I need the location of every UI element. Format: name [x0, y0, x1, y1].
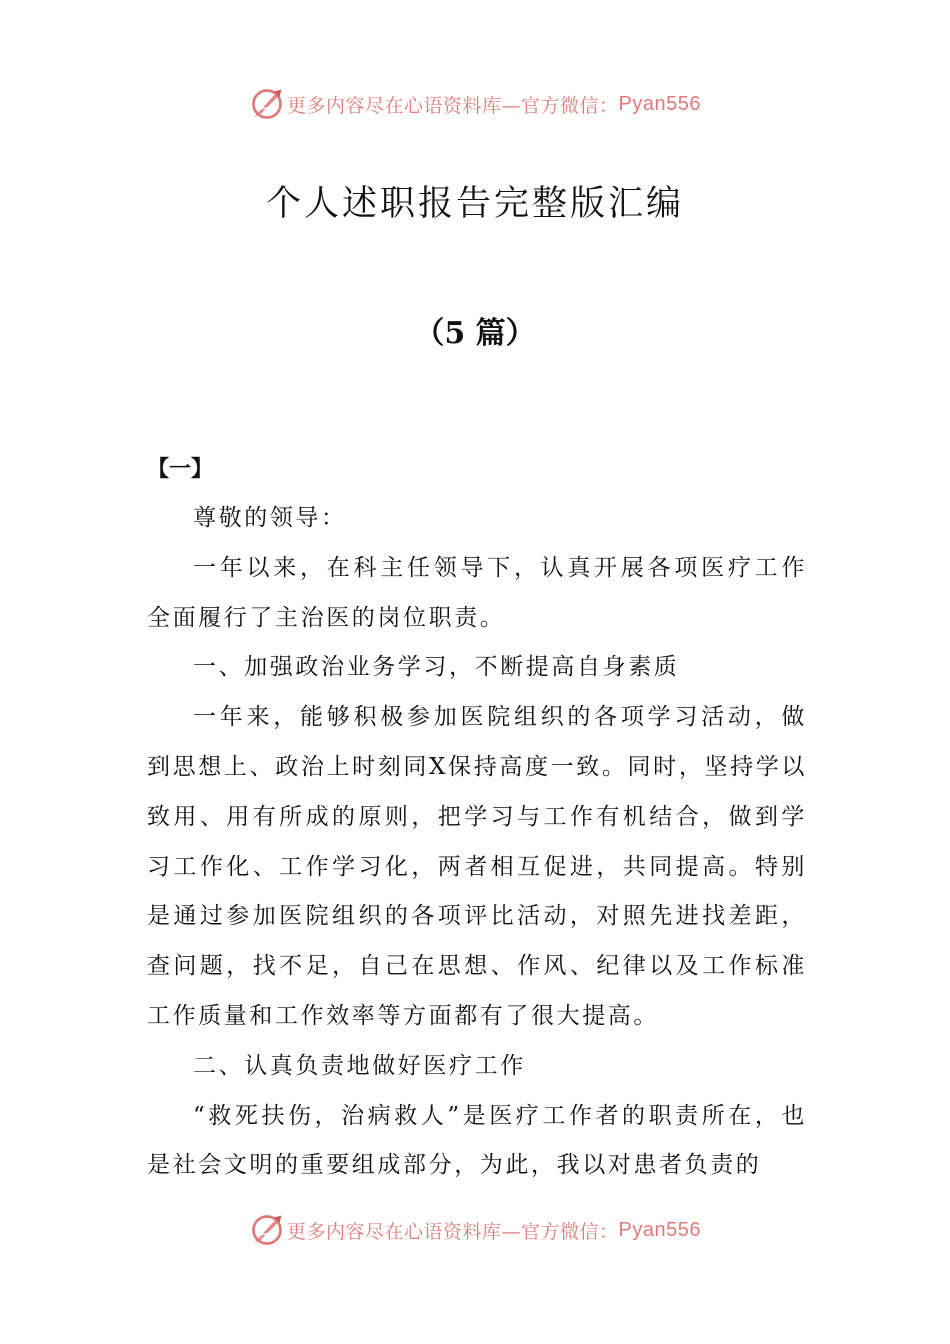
watermark-banner-bottom — [0, 1210, 950, 1250]
watermark-label: 更多内容尽在心语资料库—官方微信： — [287, 94, 619, 117]
paragraph: 一年来，能够积极参加医院组织的各项学习活动，做到思想上、政治上时刻同X保持高度一致。同时，坚持学以致用、用有所成的原则，把学习与工作有机结合，做到学习工作化、工作学习化，两者相互促进，共同提高。特别是通过参加医院组织的各项评比活动，对照先进找差距，查问题，找不足，自己在思想、作风、纪律以及工作标准工作质量和工作效率等方面都有了很大提高。 — [147, 704, 807, 1029]
section-marker: 【一】 — [147, 456, 214, 482]
quill-logo-icon — [249, 1212, 285, 1248]
watermark-id: Pyan556 — [618, 1218, 701, 1241]
document-subtitle: （5 篇） — [414, 316, 536, 351]
watermark-label: 更多内容尽在心语资料库—官方微信： — [287, 1220, 619, 1243]
section-heading: 一、加强政治业务学习，不断提高自身素质 — [193, 654, 680, 681]
watermark-banner-top — [0, 84, 950, 124]
document-body — [147, 494, 807, 1191]
paragraph: “救死扶伤，治病救人”是医疗工作者的职责所在，也是社会文明的重要组成部分，为此，我以对患者负责的 — [147, 1102, 807, 1179]
watermark-id: Pyan556 — [618, 92, 701, 115]
quill-logo-icon — [249, 86, 285, 122]
paragraph: 一年以来，在科主任领导下，认真开展各项医疗工作全面履行了主治医的岗位职责。 — [147, 554, 807, 631]
watermark-text — [287, 1217, 701, 1244]
salutation: 尊敬的领导： — [193, 505, 347, 531]
section-heading: 二、认真负责地做好医疗工作 — [193, 1052, 526, 1079]
document-title: 个人述职报告完整版汇编 — [265, 184, 684, 224]
watermark-text — [287, 91, 701, 118]
